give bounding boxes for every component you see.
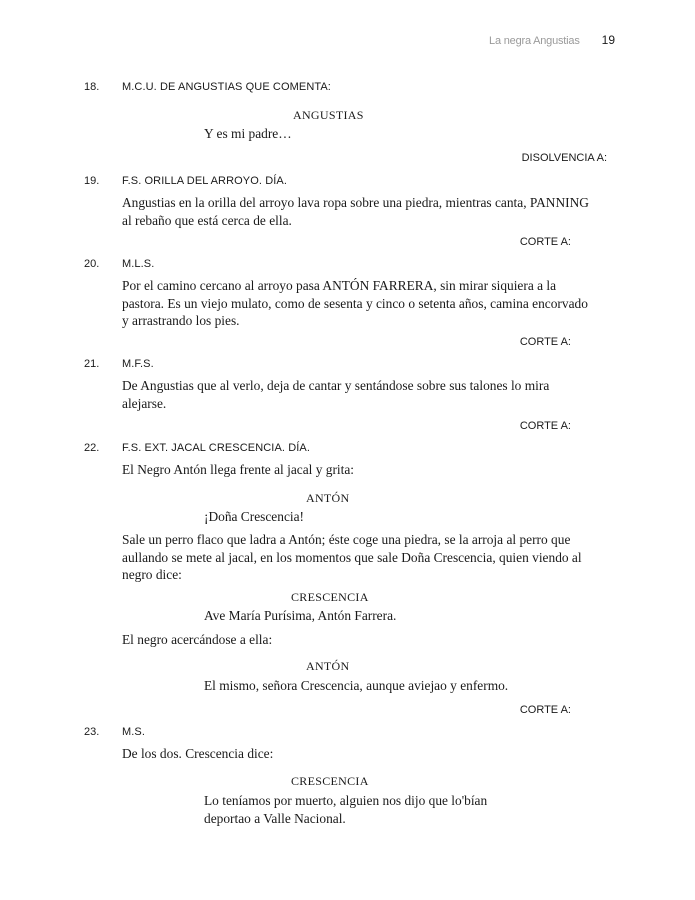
character-cue-crescencia: CRESCENCIA (291, 590, 369, 604)
scene-title: M.L.S. (122, 258, 155, 270)
scene-heading-21 (84, 358, 154, 370)
transition-corte: CORTE A: (519, 704, 571, 716)
scene-heading-19 (84, 175, 287, 187)
action-paragraph: De los dos. Crescencia dice: (122, 746, 274, 761)
scene-title: M.C.U. DE ANGUSTIAS QUE COMENTA: (122, 81, 331, 93)
action-paragraph: Por el camino cercano al arroyo pasa ANTÓN FARRERA, sin mirar siquiera a la pastora. Es un viejo mulato, como de sesenta y cinco o setenta años, camina encorvado y arrastrando los pies. (122, 278, 588, 328)
character-cue-angustias: ANGUSTIAS (293, 108, 364, 122)
transition-disolvencia: DISOLVENCIA A: (521, 152, 607, 164)
scene-heading-20 (84, 258, 154, 270)
dialogue-line: Ave María Purísima, Antón Farrera. (204, 608, 397, 623)
transition-corte: CORTE A: (519, 420, 571, 432)
scene-title: M.S. (122, 726, 146, 738)
scene-number: 18. (84, 81, 100, 93)
scene-heading-18 (84, 81, 331, 93)
running-header (489, 33, 615, 47)
dialogue-line: Lo teníamos por muerto, alguien nos dijo que lo'bían deportao a Valle Nacional. (204, 793, 488, 826)
scene-number: 19. (84, 175, 100, 187)
character-cue-anton: ANTÓN (306, 659, 350, 673)
action-paragraph: Angustias en la orilla del arroyo lava ropa sobre una piedra, mientras canta, PANNING al rebaño que está cerca de ella. (122, 195, 589, 228)
scene-heading-23 (84, 726, 145, 738)
scene-title: F.S. ORILLA DEL ARROYO. DÍA. (122, 175, 288, 187)
action-paragraph: Sale un perro flaco que ladra a Antón; éste coge una piedra, se la arroja al perro que aullando se mete al jacal, en los momentos que sale Doña Crescencia, quien viendo al negro dice: (122, 532, 582, 582)
character-cue-anton: ANTÓN (306, 491, 350, 505)
header-title: La negra Angustias (489, 35, 580, 47)
dialogue-line: Y es mi padre… (204, 126, 292, 141)
character-cue-crescencia: CRESCENCIA (291, 774, 369, 788)
page-number: 19 (601, 33, 615, 47)
scene-title: F.S. EXT. JACAL CRESCENCIA. DÍA. (122, 442, 311, 454)
scene-number: 23. (84, 726, 100, 738)
dialogue-line: ¡Doña Crescencia! (204, 509, 305, 524)
dialogue-line: El mismo, señora Crescencia, aunque aviejao y enfermo. (204, 678, 509, 693)
action-paragraph: El Negro Antón llega frente al jacal y grita: (122, 462, 355, 477)
transition-corte: CORTE A: (519, 236, 571, 248)
scene-title: M.F.S. (122, 358, 154, 370)
scene-number: 22. (84, 442, 100, 454)
action-paragraph: El negro acercándose a ella: (122, 632, 273, 647)
action-paragraph: De Angustias que al verlo, deja de cantar y sentándose sobre sus talones lo mira alejarse. (122, 378, 550, 411)
scene-number: 20. (84, 258, 100, 270)
scene-number: 21. (84, 358, 100, 370)
scene-heading-22 (84, 442, 310, 454)
transition-corte: CORTE A: (519, 336, 571, 348)
